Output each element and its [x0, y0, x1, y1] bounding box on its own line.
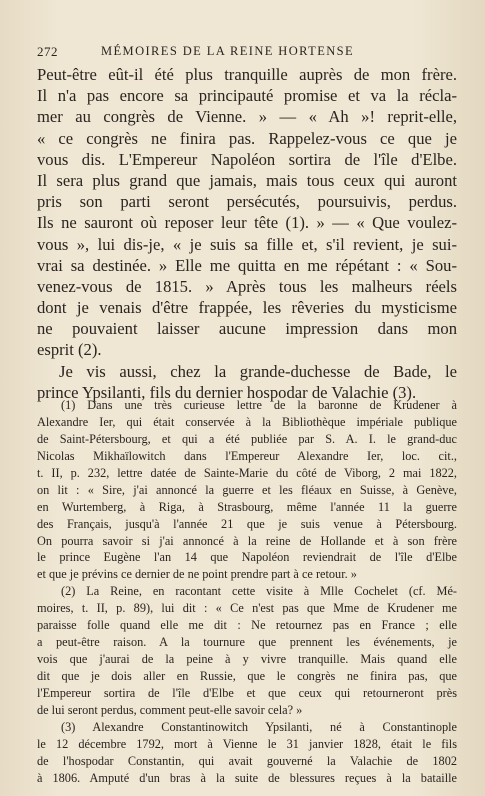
- footnote-line: On pourra savoir si j'ai annoncé à la reine de Hollande et à son frère: [37, 533, 457, 548]
- footnote-line: (2) La Reine, en racontant cette visite à Mlle Cochelet (cf. Mé-: [61, 584, 457, 599]
- text-line: « ce congrès ne finira pas. Rappelez-vous ce que je: [37, 128, 457, 148]
- text-line: Ils ne sauront où reposer leur tête (1). » — « Que voulez-: [37, 213, 457, 233]
- footnote-line: des Français, jusqu'à l'année 21 que je suis venue à Pétersbourg.: [37, 516, 457, 531]
- footnote-line: vois que j'aurai de la peine à y vivre tranquille. Mais quand elle: [37, 652, 457, 667]
- footnote-line: dit que je dois aller en Russie, que le congrès ne finira pas, que: [37, 669, 457, 683]
- text-line: vous », lui dis-je, « je suis sa fille et, s'il revient, je sui-: [37, 234, 457, 254]
- text-line: mer au congrès de Vienne. » — « Ah »! reprit-elle,: [37, 107, 457, 127]
- footnote-line: l'Empereur sortira de l'île d'Elbe et que ceux qui retourneront près: [37, 685, 457, 700]
- footnote-line: de lui seront perdus, comment peut-elle savoir cela? »: [37, 702, 303, 717]
- text-line: venez-vous de 1815. » Après tous les malheurs réels: [37, 276, 457, 296]
- footnote-line: a peut-être raison. A la tournure que prennent les événements, je: [37, 635, 457, 650]
- main-text: [37, 64, 457, 403]
- footnote-line: et que je prévins ce dernier de ne point prendre part à ce retour. »: [37, 567, 357, 582]
- text-line: Je vis aussi, chez la grande-duchesse de Bade, le: [59, 361, 457, 381]
- footnote-line: de l'hospodar Constantin, qui avait gouverné la Valachie de 1802: [37, 753, 457, 768]
- running-head: MÉMOIRES DE LA REINE HORTENSE: [101, 44, 355, 58]
- footnote-line: le 12 décembre 1792, mort à Vienne le 31 janvier 1828, était le fils: [37, 736, 457, 751]
- footnote-line: à 1806. Amputé d'un bras à la suite de blessures reçues à la bataille: [37, 770, 457, 785]
- text-line: vrai sa destinée. » Elle me quitta en me répétant : « Sou-: [37, 255, 457, 275]
- footnote-line: (3) Alexandre Constantinowitch Ypsilanti, né à Constantinople: [61, 719, 457, 734]
- footnote-line: (1) Dans une très curieuse lettre de la baronne de Krudener à: [61, 398, 457, 412]
- text-line: Peut-être eût-il été plus tranquille auprès de mon frère.: [37, 65, 457, 84]
- text-line: prince Ypsilanti, fils du dernier hospodar de Valachie (3).: [37, 382, 417, 402]
- text-line: Il sera plus grand que jamais, mais tous ceux qui auront: [37, 170, 457, 190]
- footnote-line: en Wurtemberg, à Riga, à Strasbourg, même l'année 11 la guerre: [37, 499, 457, 514]
- text-line: ne pouvaient laisser aucune impression dans mon: [37, 319, 457, 339]
- footnote-line: le prince Eugène l'an 14 que Napoléon reviendrait de l'île d'Elbe: [37, 550, 457, 565]
- footnote-line: t. II, p. 232, lettre datée de Sainte-Marie du côté de Viborg, 2 mai 1822,: [37, 465, 457, 480]
- text-line: Il n'a pas encore sa principauté promise et va la récla-: [37, 86, 457, 106]
- footnote-line: moires, t. II, p. 89), lui dit : « Ce n'est pas que Mme de Krudener me: [37, 601, 457, 616]
- footnote-line: de Saint-Pétersbourg, et qui a été publiée par S. A. I. le grand-duc: [37, 431, 457, 446]
- footnote-line: Nicolas Mikhaïlowitch dans l'Empereur Alexandre Ier, loc. cit.,: [37, 448, 457, 463]
- footnotes: [37, 397, 457, 787]
- text-line: pris son parti seront persécutés, poursuivis, perdus.: [37, 192, 457, 212]
- text-line: esprit (2).: [37, 340, 102, 360]
- text-line: dont je venais d'être frappée, les rêveries du mysticisme: [37, 298, 457, 318]
- text-line: vous dis. L'Empereur Napoléon sortira de l'île d'Elbe.: [37, 149, 457, 169]
- footnote-line: on lit : « Sire, j'ai annoncé la guerre et les fléaux en Suisse, à Genève,: [37, 482, 457, 497]
- page-number: 272: [37, 44, 58, 59]
- page-header: [37, 44, 457, 62]
- footnote-line: Alexandre Ier, qui était conservée à la Bibliothèque impériale publique: [37, 414, 457, 429]
- footnote-line: paraisse folle quand elle me dit : Ne retournez pas en France ; elle: [37, 618, 457, 633]
